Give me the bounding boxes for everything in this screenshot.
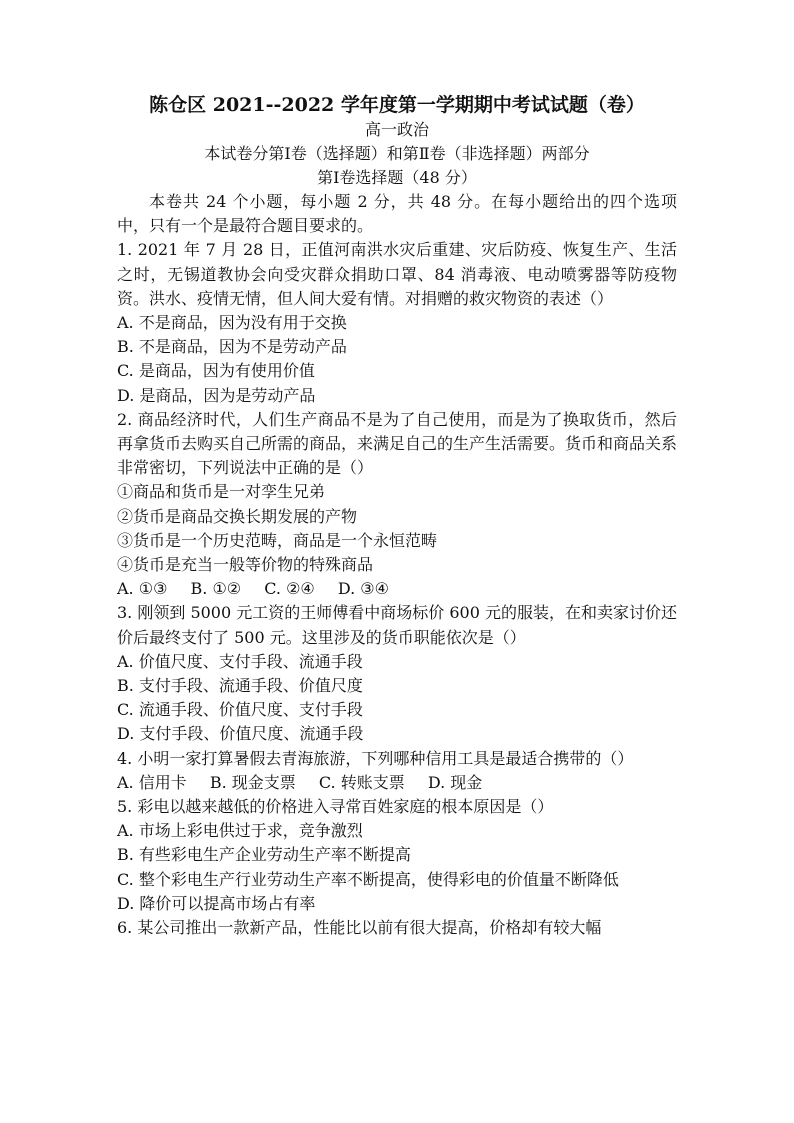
question-2-statement-1: ①商品和货币是一对孪生兄弟 <box>117 482 326 502</box>
question-3-option-b: B. 支付手段、流通手段、价值尺度 <box>117 676 363 696</box>
question-2-option-c: C. ②④ <box>264 579 315 599</box>
question-2-option-b: B. ①② <box>190 579 242 599</box>
question-1-option-b: B. 不是商品，因为不是劳动产品 <box>117 337 347 357</box>
question-2-statement-3: ③货币是一个历史范畴，商品是一个永恒范畴 <box>117 530 438 550</box>
question-4-option-d: D. 现金 <box>427 772 483 792</box>
question-3-stem: 3. 刚领到 5000 元工资的王师傅看中商场标价 600 元的服装，在和卖家讨价还价后最终支付了 500 元。这里涉及的货币职能依次是（） <box>117 603 677 647</box>
question-2-options <box>117 577 677 601</box>
question-1-option-d: D. 是商品，因为是劳动产品 <box>117 385 316 405</box>
question-2-stem: 2. 商品经济时代，人们生产商品不是为了自己使用，而是为了换取货币，然后再拿货币去购买自己所需的商品，来满足自己的生产生活需要。货币和商品关系非常密切，下列说法中正确的是（） <box>117 409 678 478</box>
part1-heading: 第Ⅰ卷选择题（48 分） <box>317 168 477 187</box>
question-4-stem: 4. 小明一家打算暑假去青海旅游，下列哪种信用工具是最适合携带的（） <box>117 748 634 768</box>
question-5-option-d: D. 降价可以提高市场占有率 <box>117 893 316 913</box>
question-2-statement-4: ④货币是充当一般等价物的特殊商品 <box>117 555 374 575</box>
question-1-stem: 1. 2021 年 7 月 28 日，正值河南洪水灾后重建、灾后防疫、恢复生产、生活之时，无锡道教协会向受灾群众捐助口罩、84 消毒液、电动喷雾器等防疫物资。洪水、疫情无情，但人间大爱有情。对捐赠的救灾物资的表述（） <box>117 240 677 308</box>
question-3-option-c: C. 流通手段、价值尺度、支付手段 <box>117 700 363 720</box>
question-2-statement-2: ②货币是商品交换长期发展的产物 <box>117 506 358 526</box>
question-1-option-a: A. 不是商品，因为没有用于交换 <box>117 313 347 333</box>
question-5-option-b: B. 有些彩电生产企业劳动生产率不断提高 <box>117 845 411 865</box>
question-5-stem: 5. 彩电以越来越低的价格进入寻常百姓家庭的根本原因是（） <box>117 797 554 817</box>
exam-title: 陈仓区 2021--2022 学年度第一学期期中考试试题（卷） <box>149 94 645 116</box>
question-3-option-d: D. 支付手段、价值尺度、流通手段 <box>117 724 364 744</box>
question-2-option-d: D. ③④ <box>337 579 389 599</box>
exam-structure: 本试卷分第Ⅰ卷（选择题）和第Ⅱ卷（非选择题）两部分 <box>204 144 590 163</box>
question-4-options <box>117 771 677 795</box>
question-3-option-a: A. 价值尺度、支付手段、流通手段 <box>117 651 363 671</box>
question-4-option-c: C. 转账支票 <box>318 772 405 792</box>
question-5-option-c: C. 整个彩电生产行业劳动生产率不断提高，使得彩电的价值量不断降低 <box>117 869 619 889</box>
instructions: 本卷共 24 个小题，每小题 2 分，共 48 分。在每小题给出的四个选项中，只有一个是最符合题目要求的。 <box>117 192 677 236</box>
question-5-option-a: A. 市场上彩电供过于求，竞争激烈 <box>117 821 363 841</box>
question-4-option-b: B. 现金支票 <box>209 772 296 792</box>
exam-subject: 高一政治 <box>364 120 429 139</box>
question-6-stem: 6. 某公司推出一款新产品，性能比以前有很大提高，价格却有较大幅 <box>117 918 602 938</box>
question-2-option-a: A. ①③ <box>117 579 168 599</box>
question-4-option-a: A. 信用卡 <box>117 772 187 792</box>
question-1-option-c: C. 是商品，因为有使用价值 <box>117 361 315 381</box>
